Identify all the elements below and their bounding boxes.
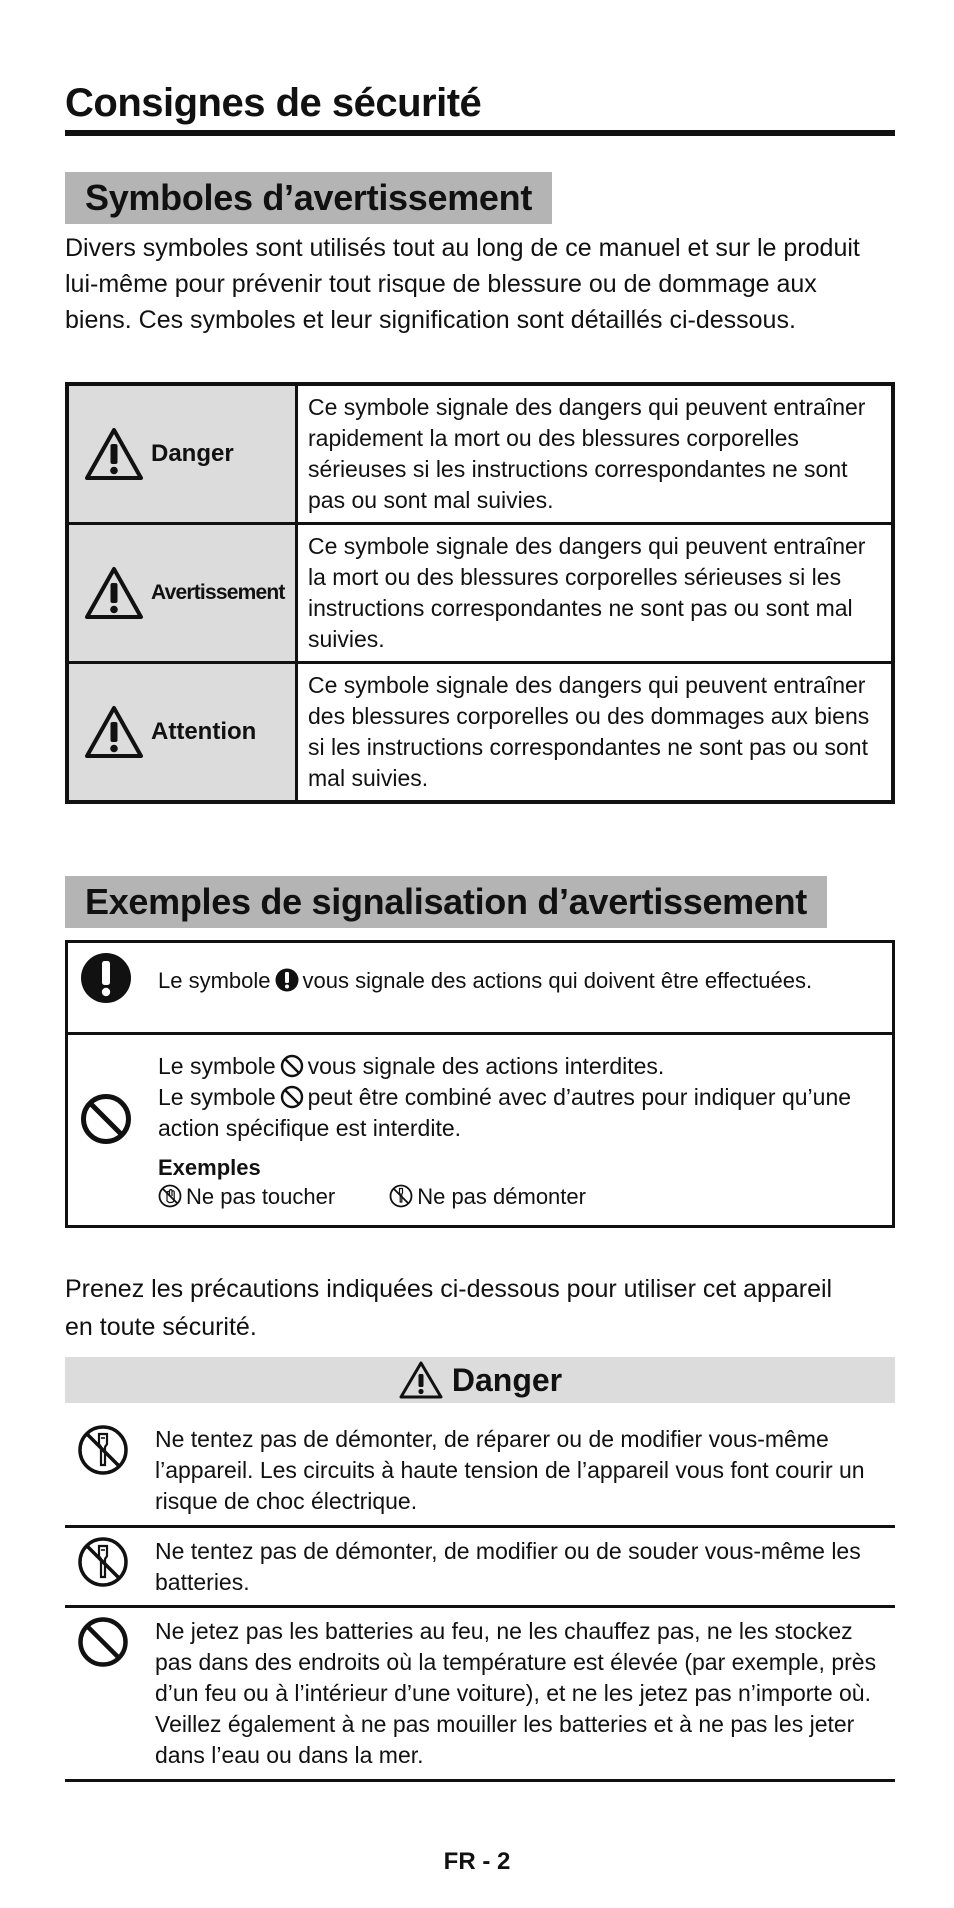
symbol-label-danger: Danger <box>151 440 234 467</box>
symbol-description: Ce symbole signale des dangers qui peuvent entraîner la mort ou des blessures corporelles sérieuses si les instructions correspondantes ne sont pas ou sont mal suivies. <box>297 524 894 663</box>
prohibited-icon <box>80 1093 132 1145</box>
table-row <box>67 384 893 524</box>
warning-triangle-icon <box>83 565 145 621</box>
prohibited-line1-prefix: Le symbole <box>158 1053 276 1079</box>
page-title: Consignes de sécurité <box>65 80 895 136</box>
symbols-table <box>65 382 895 804</box>
warning-triangle-icon <box>83 426 145 482</box>
symbol-description: Ce symbole signale des dangers qui peuvent entraîner rapidement la mort ou des blessures corporelles sérieuses si les instructions correspondantes ne sont pas ou sont mal suivies. <box>297 384 894 524</box>
prohibited-row <box>68 1032 892 1225</box>
danger-item <box>65 1416 895 1528</box>
warning-triangle-icon <box>398 1360 444 1400</box>
prohibited-icon <box>77 1616 129 1668</box>
mandatory-suffix: vous signale des actions qui doivent être effectuées. <box>302 968 813 993</box>
prohibited-icon <box>280 1085 304 1109</box>
symbol-label-caution: Attention <box>151 718 257 745</box>
symbol-label-warning: Avertissement <box>151 581 285 604</box>
prohibited-line2-prefix: Le symbole <box>158 1084 276 1110</box>
danger-item <box>65 1608 895 1782</box>
danger-item-text: Ne tentez pas de démonter, de modifier ou de souder vous-même les batteries. <box>155 1538 861 1595</box>
prohibited-line1-suffix: vous signale des actions interdites. <box>307 1053 665 1079</box>
examples-label: Exemples <box>158 1155 261 1180</box>
no-disassembly-icon <box>77 1536 129 1588</box>
table-row <box>67 663 893 803</box>
no-disassembly-icon <box>77 1424 129 1476</box>
mandatory-prefix: Le symbole <box>158 968 271 993</box>
exclamation-circle-icon <box>80 952 132 1004</box>
danger-item <box>65 1528 895 1608</box>
example-no-disassembly: Ne pas démonter <box>417 1184 586 1209</box>
page-number: FR - 2 <box>443 1848 511 1875</box>
prohibited-icon <box>280 1054 304 1078</box>
intro-paragraph: Divers symboles sont utilisés tout au long de ce manuel et sur le produit lui-même pour prévenir tout risque de blessure ou de dommage aux biens. Ces symboles et leur signification sont détaillés ci-dessous. <box>65 234 860 334</box>
exclamation-circle-icon <box>275 968 299 992</box>
danger-item-text: Ne jetez pas les batteries au feu, ne les chauffez pas, ne les stockez pas dans des endroits où la température est élevée (par exemple, près d’un feu ou à l’intérieur d’une voiture), et ne les jetez pas n’importe où. Veillez également à ne pas mouiller les batteries et à ne pas les jeter dans l’eau ou dans la mer. <box>155 1618 877 1768</box>
danger-item-text: Ne tentez pas de démonter, de réparer ou de modifier vous-même l’appareil. Les circuits à haute tension de l’appareil vous font courir un risque de choc électrique. <box>155 1426 865 1514</box>
example-no-touch: Ne pas toucher <box>186 1184 336 1209</box>
mandatory-row <box>68 943 892 1032</box>
symbol-description: Ce symbole signale des dangers qui peuvent entraîner des blessures corporelles ou des dommages aux biens si les instructions correspondantes ne sont pas ou sont mal suivies. <box>297 663 894 803</box>
danger-section-header <box>65 1357 895 1403</box>
warning-triangle-icon <box>83 704 145 760</box>
prohibited-line2-suffix: peut être combiné avec d’autres pour indiquer qu’une action spécifique est interdite. <box>158 1084 852 1141</box>
table-row <box>67 524 893 663</box>
danger-heading: Danger <box>451 1361 563 1398</box>
section-heading-warning-examples: Exemples de signalisation d’avertissement <box>65 876 827 928</box>
examples-box <box>65 940 895 1228</box>
section-heading-warning-symbols: Symboles d’avertissement <box>65 172 552 224</box>
no-touch-icon <box>158 1184 182 1208</box>
no-disassembly-icon <box>389 1184 413 1208</box>
precautions-intro: Prenez les précautions indiquées ci-dessous pour utiliser cet appareil en toute sécurité. <box>65 1275 833 1341</box>
